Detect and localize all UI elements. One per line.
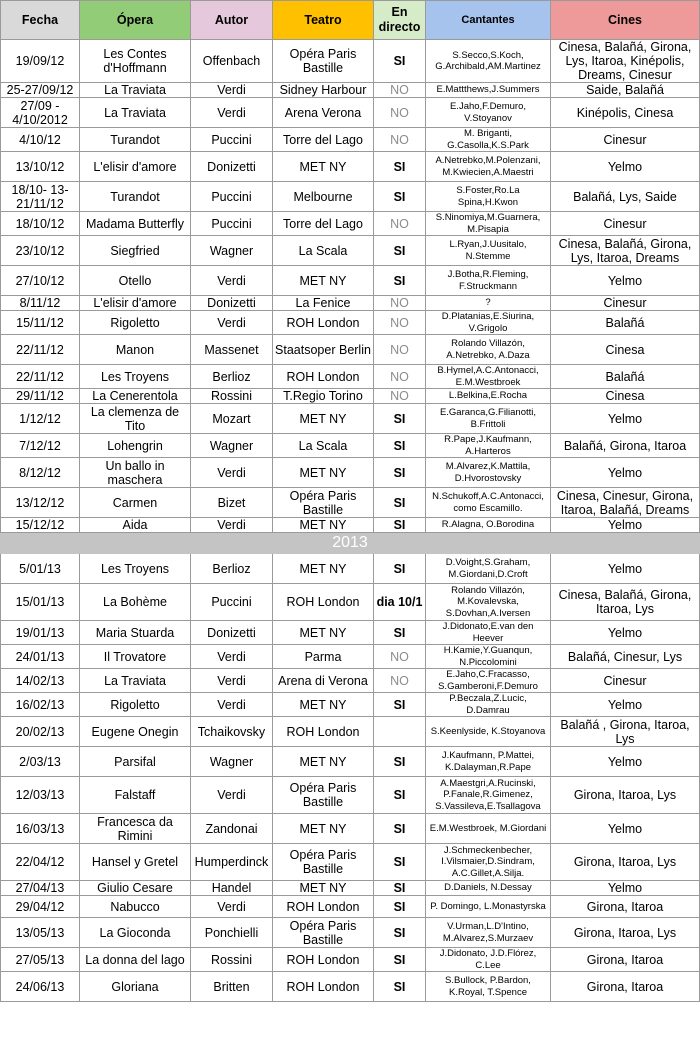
- cell-teatro: MET NY: [273, 881, 374, 896]
- cell-cines: Cinesur: [551, 128, 700, 152]
- cell-cines: Cinesa, Balañá, Girona, Lys, Itaroa, Dreams: [551, 236, 700, 266]
- cell-opera: Giulio Cesare: [80, 881, 191, 896]
- header-fecha: Fecha: [1, 1, 80, 40]
- year-divider-row: [1, 533, 700, 554]
- cell-teatro: Opéra Paris Bastille: [273, 918, 374, 948]
- cell-autor: Verdi: [191, 311, 273, 335]
- cell-directo: NO: [374, 365, 426, 389]
- cell-fecha: 15/01/13: [1, 584, 80, 621]
- cell-autor: Bizet: [191, 488, 273, 518]
- table-row: [1, 212, 700, 236]
- cell-cantantes: D.Daniels, N.Dessay: [426, 881, 551, 896]
- cell-cantantes: A.Netrebko,M.Polenzani, M.Kwiecien,A.Maestri: [426, 152, 551, 182]
- table-row: [1, 717, 700, 747]
- cell-autor: Britten: [191, 972, 273, 1002]
- table-row: [1, 669, 700, 693]
- cell-cines: Cinesa, Balañá, Girona, Lys, Itaroa, Kinépolis, Dreams, Cinesur: [551, 40, 700, 83]
- cell-fecha: 1/12/12: [1, 404, 80, 434]
- cell-autor: Verdi: [191, 896, 273, 918]
- table-row: [1, 814, 700, 844]
- cell-opera: La Traviata: [80, 83, 191, 98]
- cell-autor: Verdi: [191, 518, 273, 533]
- cell-opera: Carmen: [80, 488, 191, 518]
- cell-teatro: Opéra Paris Bastille: [273, 844, 374, 881]
- cell-cantantes: S.Bullock, P.Bardon, K.Royal, T.Spence: [426, 972, 551, 1002]
- cell-fecha: 27/04/13: [1, 881, 80, 896]
- cell-autor: Puccini: [191, 182, 273, 212]
- cell-opera: Maria Stuarda: [80, 621, 191, 645]
- cell-cantantes: H.Kamie,Y.Guanqun, N.Piccolomini: [426, 645, 551, 669]
- cell-cantantes: J.Schmeckenbecher, I.Vilsmaier,D.Sindram, A.C.Gillet,A.Silja.: [426, 844, 551, 881]
- cell-fecha: 16/03/13: [1, 814, 80, 844]
- cell-teatro: Torre del Lago: [273, 212, 374, 236]
- cell-directo: SI: [374, 182, 426, 212]
- header-row: [1, 1, 700, 40]
- cell-opera: Siegfried: [80, 236, 191, 266]
- cell-fecha: 22/04/12: [1, 844, 80, 881]
- cell-cines: Cinesa, Cinesur, Girona, Itaroa, Balañá, Dreams: [551, 488, 700, 518]
- cell-opera: Turandot: [80, 182, 191, 212]
- table-row: [1, 896, 700, 918]
- cell-cantantes: E.Jaho,F.Demuro, V.Stoyanov: [426, 98, 551, 128]
- cell-cines: Yelmo: [551, 747, 700, 777]
- cell-cantantes: M.Alvarez,K.Mattila, D.Hvorostovsky: [426, 458, 551, 488]
- cell-teatro: ROH London: [273, 717, 374, 747]
- cell-cantantes: N.Schukoff,A.C.Antonacci, como Escamillo.: [426, 488, 551, 518]
- cell-autor: Handel: [191, 881, 273, 896]
- cell-autor: Massenet: [191, 335, 273, 365]
- cell-cines: Yelmo: [551, 152, 700, 182]
- cell-directo: NO: [374, 311, 426, 335]
- cell-directo: SI: [374, 554, 426, 584]
- cell-opera: La donna del lago: [80, 948, 191, 972]
- cell-opera: La Traviata: [80, 669, 191, 693]
- cell-directo: SI: [374, 896, 426, 918]
- cell-autor: Verdi: [191, 777, 273, 814]
- cell-cines: Yelmo: [551, 518, 700, 533]
- cell-fecha: 24/06/13: [1, 972, 80, 1002]
- table-row: [1, 83, 700, 98]
- cell-cantantes: B.Hymel,A.C.Antonacci, E.M.Westbroek: [426, 365, 551, 389]
- cell-directo: SI: [374, 488, 426, 518]
- cell-cines: Cinesur: [551, 296, 700, 311]
- cell-directo: SI: [374, 40, 426, 83]
- table-row: [1, 40, 700, 83]
- table-row: [1, 389, 700, 404]
- cell-opera: La clemenza de Tito: [80, 404, 191, 434]
- cell-cines: Cinesa: [551, 389, 700, 404]
- cell-cines: Yelmo: [551, 266, 700, 296]
- cell-teatro: ROH London: [273, 311, 374, 335]
- cell-cantantes: P.Beczala,Z.Lucic, D.Damrau: [426, 693, 551, 717]
- cell-directo: SI: [374, 404, 426, 434]
- cell-fecha: 22/11/12: [1, 335, 80, 365]
- cell-directo: SI: [374, 434, 426, 458]
- cell-cantantes: V.Urman,L.D'Intino, M.Alvarez,S.Murzaev: [426, 918, 551, 948]
- cell-teatro: Parma: [273, 645, 374, 669]
- cell-autor: Mozart: [191, 404, 273, 434]
- table-row: [1, 365, 700, 389]
- cell-autor: Donizetti: [191, 296, 273, 311]
- cell-opera: Falstaff: [80, 777, 191, 814]
- table-row: [1, 948, 700, 972]
- cell-directo: SI: [374, 881, 426, 896]
- cell-fecha: 20/02/13: [1, 717, 80, 747]
- cell-opera: Les Troyens: [80, 365, 191, 389]
- cell-cantantes: R.Alagna, O.Borodina: [426, 518, 551, 533]
- header-teatro: Teatro: [273, 1, 374, 40]
- cell-cines: Yelmo: [551, 621, 700, 645]
- cell-opera: Les Troyens: [80, 554, 191, 584]
- cell-opera: Parsifal: [80, 747, 191, 777]
- cell-cantantes: M. Briganti, G.Casolla,K.S.Park: [426, 128, 551, 152]
- cell-autor: Tchaikovsky: [191, 717, 273, 747]
- cell-cantantes: ?: [426, 296, 551, 311]
- cell-cantantes: J.Didonato,E.van den Heever: [426, 621, 551, 645]
- cell-fecha: 27/09 - 4/10/2012: [1, 98, 80, 128]
- cell-autor: Puccini: [191, 584, 273, 621]
- cell-directo: SI: [374, 152, 426, 182]
- cell-cines: Yelmo: [551, 458, 700, 488]
- cell-cines: Yelmo: [551, 814, 700, 844]
- cell-cines: Girona, Itaroa, Lys: [551, 844, 700, 881]
- cell-fecha: 15/12/12: [1, 518, 80, 533]
- cell-fecha: 18/10/12: [1, 212, 80, 236]
- cell-fecha: 23/10/12: [1, 236, 80, 266]
- table-row: [1, 693, 700, 717]
- cell-autor: Verdi: [191, 669, 273, 693]
- cell-teatro: Melbourne: [273, 182, 374, 212]
- cell-cantantes: L.Belkina,E.Rocha: [426, 389, 551, 404]
- cell-cantantes: D.Voight,S.Graham, M.Giordani,D.Croft: [426, 554, 551, 584]
- cell-cantantes: A.Maestgri,A.Rucinski, P.Fanale,R.Gimenez, S.Vassileva,E.Tsallagova: [426, 777, 551, 814]
- cell-cantantes: L.Ryan,J.Uusitalo, N.Stemme: [426, 236, 551, 266]
- cell-directo: SI: [374, 266, 426, 296]
- cell-teatro: ROH London: [273, 972, 374, 1002]
- cell-fecha: 16/02/13: [1, 693, 80, 717]
- cell-cines: Yelmo: [551, 693, 700, 717]
- header-opera: Ópera: [80, 1, 191, 40]
- cell-cines: Girona, Itaroa: [551, 896, 700, 918]
- cell-cantantes: E.Garanca,G.Filianotti, B.Frittoli: [426, 404, 551, 434]
- table-row: [1, 918, 700, 948]
- cell-directo: NO: [374, 296, 426, 311]
- cell-cines: Balañá: [551, 365, 700, 389]
- cell-autor: Rossini: [191, 389, 273, 404]
- cell-cantantes: E.Mattthews,J.Summers: [426, 83, 551, 98]
- cell-autor: Verdi: [191, 83, 273, 98]
- cell-cines: Girona, Itaroa: [551, 948, 700, 972]
- cell-opera: Manon: [80, 335, 191, 365]
- cell-teatro: Arena Verona: [273, 98, 374, 128]
- cell-teatro: Torre del Lago: [273, 128, 374, 152]
- cell-cantantes: E.Jaho,C.Fracasso, S.Gamberoni,F.Demuro: [426, 669, 551, 693]
- cell-opera: Rigoletto: [80, 693, 191, 717]
- cell-directo: NO: [374, 128, 426, 152]
- cell-cines: Balañá, Girona, Itaroa: [551, 434, 700, 458]
- cell-directo: [374, 717, 426, 747]
- cell-directo: SI: [374, 918, 426, 948]
- cell-fecha: 4/10/12: [1, 128, 80, 152]
- cell-opera: Turandot: [80, 128, 191, 152]
- table-row: [1, 584, 700, 621]
- cell-fecha: 5/01/13: [1, 554, 80, 584]
- cell-cantantes: D.Platanias,E.Siurina, V.Grigolo: [426, 311, 551, 335]
- cell-cantantes: S.Ninomiya,M.Guarnera, M.Pisapia: [426, 212, 551, 236]
- table-row: [1, 621, 700, 645]
- cell-fecha: 18/10- 13-21/11/12: [1, 182, 80, 212]
- table-row: [1, 844, 700, 881]
- cell-opera: Francesca da Rimini: [80, 814, 191, 844]
- cell-autor: Verdi: [191, 98, 273, 128]
- cell-fecha: 8/12/12: [1, 458, 80, 488]
- cell-autor: Verdi: [191, 458, 273, 488]
- cell-teatro: Opéra Paris Bastille: [273, 777, 374, 814]
- cell-teatro: ROH London: [273, 948, 374, 972]
- table-row: [1, 182, 700, 212]
- cell-cines: Balañá , Girona, Itaroa, Lys: [551, 717, 700, 747]
- cell-directo: SI: [374, 458, 426, 488]
- cell-directo: NO: [374, 98, 426, 128]
- cell-directo: SI: [374, 621, 426, 645]
- cell-opera: La Bohème: [80, 584, 191, 621]
- cell-directo: SI: [374, 972, 426, 1002]
- cell-directo: SI: [374, 518, 426, 533]
- cell-teatro: MET NY: [273, 404, 374, 434]
- cell-autor: Donizetti: [191, 152, 273, 182]
- cell-opera: Gloriana: [80, 972, 191, 1002]
- header-cantantes: Cantantes: [426, 1, 551, 40]
- cell-fecha: 14/02/13: [1, 669, 80, 693]
- cell-autor: Zandonai: [191, 814, 273, 844]
- cell-fecha: 8/11/12: [1, 296, 80, 311]
- cell-teatro: MET NY: [273, 814, 374, 844]
- cell-directo: NO: [374, 389, 426, 404]
- cell-teatro: MET NY: [273, 458, 374, 488]
- cell-autor: Wagner: [191, 434, 273, 458]
- table-row: [1, 98, 700, 128]
- cell-teatro: MET NY: [273, 621, 374, 645]
- table-row: [1, 458, 700, 488]
- cell-opera: Les Contes d'Hoffmann: [80, 40, 191, 83]
- cell-fecha: 2/03/13: [1, 747, 80, 777]
- cell-cines: Yelmo: [551, 881, 700, 896]
- cell-cines: Yelmo: [551, 404, 700, 434]
- cell-cantantes: S.Foster,Ro.La Spina,H.Kwon: [426, 182, 551, 212]
- cell-cantantes: S.Keenlyside, K.Stoyanova: [426, 717, 551, 747]
- cell-cines: Cinesur: [551, 669, 700, 693]
- cell-directo: NO: [374, 669, 426, 693]
- cell-autor: Berlioz: [191, 365, 273, 389]
- table-row: [1, 777, 700, 814]
- cell-fecha: 7/12/12: [1, 434, 80, 458]
- cell-opera: L'elisir d'amore: [80, 296, 191, 311]
- cell-teatro: MET NY: [273, 693, 374, 717]
- table-row: [1, 152, 700, 182]
- cell-autor: Verdi: [191, 693, 273, 717]
- table-row: [1, 296, 700, 311]
- cell-opera: La Traviata: [80, 98, 191, 128]
- cell-fecha: 13/05/13: [1, 918, 80, 948]
- cell-fecha: 19/09/12: [1, 40, 80, 83]
- cell-teatro: Arena di Verona: [273, 669, 374, 693]
- cell-opera: La Gioconda: [80, 918, 191, 948]
- cell-opera: La Cenerentola: [80, 389, 191, 404]
- cell-fecha: 19/01/13: [1, 621, 80, 645]
- table-row: [1, 554, 700, 584]
- table-row: [1, 645, 700, 669]
- cell-autor: Ponchielli: [191, 918, 273, 948]
- cell-fecha: 25-27/09/12: [1, 83, 80, 98]
- cell-cantantes: J.Kaufmann, P.Mattei, K.Dalayman,R.Pape: [426, 747, 551, 777]
- cell-directo: SI: [374, 693, 426, 717]
- cell-autor: Berlioz: [191, 554, 273, 584]
- cell-fecha: 13/12/12: [1, 488, 80, 518]
- cell-opera: Rigoletto: [80, 311, 191, 335]
- cell-directo: SI: [374, 844, 426, 881]
- cell-directo: SI: [374, 747, 426, 777]
- cell-teatro: La Scala: [273, 236, 374, 266]
- table-row: [1, 747, 700, 777]
- table-row: [1, 311, 700, 335]
- header-autor: Autor: [191, 1, 273, 40]
- cell-cantantes: E.M.Westbroek, M.Giordani: [426, 814, 551, 844]
- cell-fecha: 15/11/12: [1, 311, 80, 335]
- cell-teatro: ROH London: [273, 584, 374, 621]
- table-row: [1, 881, 700, 896]
- cell-autor: Rossini: [191, 948, 273, 972]
- cell-fecha: 29/11/12: [1, 389, 80, 404]
- cell-cines: Cinesa, Balañá, Girona, Itaroa, Lys: [551, 584, 700, 621]
- cell-opera: Nabucco: [80, 896, 191, 918]
- cell-cantantes: Rolando Villazón, A.Netrebko, A.Daza: [426, 335, 551, 365]
- table-row: [1, 434, 700, 458]
- cell-cantantes: S.Secco,S.Koch, G.Archibald,AM.Martinez: [426, 40, 551, 83]
- cell-cines: Balañá: [551, 311, 700, 335]
- header-en-directo: En directo: [374, 1, 426, 40]
- cell-directo: SI: [374, 236, 426, 266]
- cell-teatro: La Scala: [273, 434, 374, 458]
- cell-directo: dia 10/1: [374, 584, 426, 621]
- cell-opera: Hansel y Gretel: [80, 844, 191, 881]
- cell-cines: Balañá, Cinesur, Lys: [551, 645, 700, 669]
- cell-cines: Balañá, Lys, Saide: [551, 182, 700, 212]
- cell-directo: NO: [374, 335, 426, 365]
- cell-cantantes: Rolando Villazón, M.Kovalevska, S.Dovhan,A.Iversen: [426, 584, 551, 621]
- cell-cines: Saide, Balañá: [551, 83, 700, 98]
- cell-opera: Lohengrin: [80, 434, 191, 458]
- table-row: [1, 404, 700, 434]
- cell-cines: Cinesur: [551, 212, 700, 236]
- cell-teatro: La Fenice: [273, 296, 374, 311]
- cell-autor: Puccini: [191, 128, 273, 152]
- cell-teatro: MET NY: [273, 152, 374, 182]
- cell-teatro: Sidney Harbour: [273, 83, 374, 98]
- cell-directo: SI: [374, 814, 426, 844]
- cell-cines: Cinesa: [551, 335, 700, 365]
- cell-teatro: T.Regio Torino: [273, 389, 374, 404]
- year-label: 2013: [1, 533, 700, 554]
- cell-teatro: ROH London: [273, 896, 374, 918]
- header-cines: Cines: [551, 1, 700, 40]
- cell-directo: NO: [374, 645, 426, 669]
- cell-teatro: MET NY: [273, 554, 374, 584]
- table-row: [1, 488, 700, 518]
- cell-fecha: 27/05/13: [1, 948, 80, 972]
- cell-directo: NO: [374, 83, 426, 98]
- cell-fecha: 22/11/12: [1, 365, 80, 389]
- cell-teatro: MET NY: [273, 266, 374, 296]
- cell-autor: Verdi: [191, 645, 273, 669]
- cell-autor: Wagner: [191, 747, 273, 777]
- table-row: [1, 266, 700, 296]
- table-row: [1, 128, 700, 152]
- table-row: [1, 972, 700, 1002]
- cell-opera: L'elisir d'amore: [80, 152, 191, 182]
- schedule-body: [1, 40, 700, 1002]
- table-row: [1, 236, 700, 266]
- cell-fecha: 24/01/13: [1, 645, 80, 669]
- cell-autor: Humperdinck: [191, 844, 273, 881]
- cell-fecha: 29/04/12: [1, 896, 80, 918]
- cell-teatro: MET NY: [273, 747, 374, 777]
- cell-cines: Yelmo: [551, 554, 700, 584]
- table-row: [1, 335, 700, 365]
- cell-opera: Aida: [80, 518, 191, 533]
- table-row: [1, 518, 700, 533]
- cell-autor: Wagner: [191, 236, 273, 266]
- cell-fecha: 12/03/13: [1, 777, 80, 814]
- cell-directo: SI: [374, 948, 426, 972]
- cell-opera: Otello: [80, 266, 191, 296]
- cell-cines: Girona, Itaroa: [551, 972, 700, 1002]
- cell-teatro: ROH London: [273, 365, 374, 389]
- cell-autor: Donizetti: [191, 621, 273, 645]
- cell-cines: Girona, Itaroa, Lys: [551, 918, 700, 948]
- cell-opera: Un ballo in maschera: [80, 458, 191, 488]
- cell-fecha: 27/10/12: [1, 266, 80, 296]
- cell-cantantes: P. Domingo, L.Monastyrska: [426, 896, 551, 918]
- cell-opera: Eugene Onegin: [80, 717, 191, 747]
- cell-autor: Puccini: [191, 212, 273, 236]
- cell-directo: NO: [374, 212, 426, 236]
- cell-teatro: Staatsoper Berlin: [273, 335, 374, 365]
- cell-autor: Offenbach: [191, 40, 273, 83]
- cell-teatro: MET NY: [273, 518, 374, 533]
- cell-cines: Girona, Itaroa, Lys: [551, 777, 700, 814]
- cell-teatro: Opéra Paris Bastille: [273, 488, 374, 518]
- cell-cantantes: R.Pape,J.Kaufmann, A.Harteros: [426, 434, 551, 458]
- cell-cantantes: J.Didonato, J.D.Flórez, C.Lee: [426, 948, 551, 972]
- cell-autor: Verdi: [191, 266, 273, 296]
- cell-opera: Madama Butterfly: [80, 212, 191, 236]
- cell-opera: Il Trovatore: [80, 645, 191, 669]
- cell-cantantes: J.Botha,R.Fleming, F.Struckmann: [426, 266, 551, 296]
- cell-teatro: Opéra Paris Bastille: [273, 40, 374, 83]
- cell-directo: SI: [374, 777, 426, 814]
- cell-cines: Kinépolis, Cinesa: [551, 98, 700, 128]
- cell-fecha: 13/10/12: [1, 152, 80, 182]
